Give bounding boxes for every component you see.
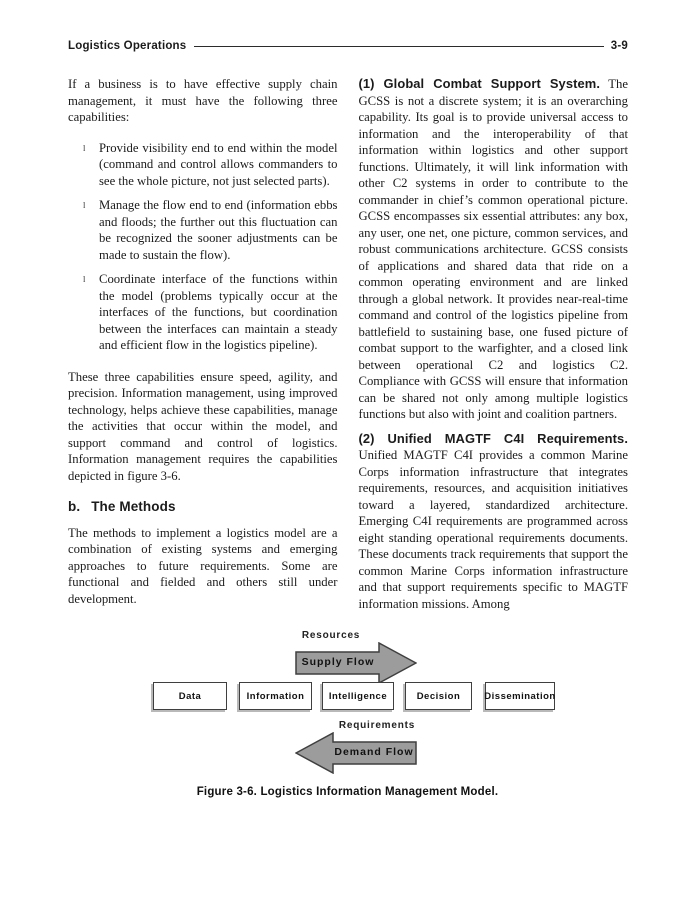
left-column xyxy=(68,76,338,620)
section-magtf xyxy=(359,431,629,613)
page-number: 3-9 xyxy=(610,40,628,52)
runin-heading-gcss: (1) Global Combat Support System. xyxy=(358,76,601,91)
process-box-information: Information xyxy=(239,682,312,710)
heading-text: The Methods xyxy=(91,499,176,514)
text-columns xyxy=(68,76,628,620)
heading-letter: b. xyxy=(68,499,81,514)
intro-paragraph: If a business is to have effective supply chain management, it must have the following three capabilities: xyxy=(68,77,338,124)
runin-heading-magtf: (2) Unified MAGTF C4I Requirements. xyxy=(358,430,628,446)
process-box-decision: Decision xyxy=(405,682,472,710)
bullet-text: Manage the flow end to end (information ebbs and floods; the further out this fluctuation can be recognized the sooner adjustments can be made to sustain the flow). xyxy=(99,198,338,262)
resources-label: Resources xyxy=(301,630,361,641)
bullet-text: Provide visibility end to end within the model (command and control allows commanders to see the whole picture, not just selected parts). xyxy=(99,140,338,188)
demand-flow-label: Demand Flow xyxy=(334,746,414,758)
figure-caption: Figure 3-6. Logistics Information Management Model. xyxy=(196,786,499,798)
bullet-item xyxy=(68,197,338,263)
header-rule xyxy=(194,46,603,47)
bullet-item xyxy=(68,271,338,354)
section-body-magtf: Unified MAGTF C4I provides a common Marine Corps information infrastructure that integrates requirements, resources, and acquisition initiatives toward a layered, standardized architecture. Emerging C4I requirements are programmed across eight standing operational requirements documents. These documents track requirements that support the common Marine Corps information infrastructure and that support requirements specific to MAGTF information missions. Among xyxy=(358,448,628,611)
bullet-marker: l xyxy=(83,274,86,284)
summary-paragraph: These three capabilities ensure speed, agility, and precision. Information management, using improved technology, helps achieve these capabilities, manage the activities that occur within the model, and support command and control of logistics. Information management requires the capabilities depicted in figure 3-6. xyxy=(68,369,338,483)
methods-paragraph: The methods to implement a logistics model are a combination of existing systems and emerging approaches to future requirements. Some are functional and fielded and others still under development. xyxy=(68,525,338,606)
header-title: Logistics Operations xyxy=(68,40,187,52)
bullet-item xyxy=(68,140,338,190)
right-column xyxy=(359,76,629,620)
figure-3-6 xyxy=(0,630,695,820)
section-gcss xyxy=(359,76,629,423)
process-box-dissemination: Dissemination xyxy=(485,682,555,710)
section-heading-methods xyxy=(68,499,338,516)
requirements-label: Requirements xyxy=(338,720,416,731)
process-box-intelligence: Intelligence xyxy=(322,682,394,710)
bullet-marker: l xyxy=(83,200,86,210)
bullet-text: Coordinate interface of the functions within the model (problems typically occur at the interfaces of the functions, but coordination between the interfaces can maintain a steady and efficient flow in the logistics pipeline). xyxy=(99,272,338,352)
running-header xyxy=(68,40,628,52)
section-body-gcss: The GCSS is not a discrete system; it is an overarching capability. Its goal is to provide universal access to information and the interoperability of that information within logistics and other support functions. Ultimately, it will link information with other C2 systems in order to contribute to the commander in chief’s common operational picture. GCSS encompasses six essential attributes: any box, any user, one net, one picture, common services, and robust communications architecture. GCSS consists of applications and shared data that ride on a common operating environment and are linked through a global network. It provides near-real-time command and control of the logistics pipeline from battlefield to sustaining base, one fused picture of combat support to the warfighter, and a closed link between operational C2 and logistics C2. Compliance with GCSS will ensure that information can be shared not only among multiple logistics functions but also with joint and coalition partners. xyxy=(358,77,628,421)
bullet-marker: l xyxy=(83,142,86,153)
supply-flow-label: Supply Flow xyxy=(301,656,375,668)
process-box-data: Data xyxy=(153,682,227,710)
